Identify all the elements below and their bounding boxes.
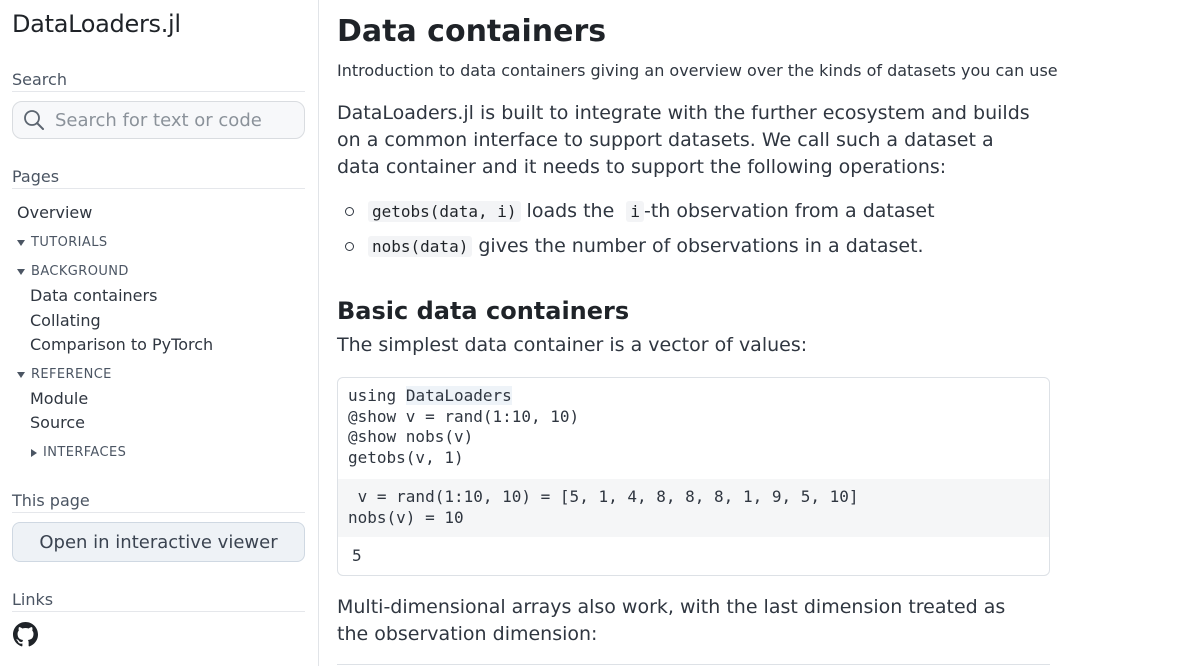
inline-code: nobs(data) bbox=[368, 236, 472, 257]
multi-dim-paragraph: Multi-dimensional arrays also work, with the last dimension treated as the observation dimension: bbox=[337, 596, 1006, 645]
bullet-icon bbox=[345, 207, 354, 216]
pages-label: Pages bbox=[12, 167, 305, 189]
site-title[interactable]: DataLoaders.jl bbox=[12, 10, 181, 38]
sidebar bbox=[0, 0, 319, 666]
code-line: @show v = rand(1:10, 10) bbox=[348, 406, 580, 426]
nav-item-overview[interactable]: Overview bbox=[17, 203, 93, 222]
links-label: Links bbox=[12, 590, 305, 612]
chevron-down-icon bbox=[17, 240, 25, 246]
search-icon bbox=[23, 109, 45, 131]
page-title: Data containers bbox=[337, 14, 607, 49]
inline-code: i bbox=[626, 201, 644, 222]
nav-item-module[interactable]: Module bbox=[30, 389, 89, 408]
bullet-text: loads the bbox=[520, 200, 621, 222]
code-result: 5 bbox=[352, 546, 362, 565]
nav-item-source[interactable]: Source bbox=[30, 413, 85, 432]
nav-group-label: REFERENCE bbox=[31, 367, 112, 382]
github-icon[interactable] bbox=[13, 622, 38, 647]
open-interactive-viewer-button[interactable]: Open in interactive viewer bbox=[12, 522, 305, 562]
output-line: nobs(v) = 10 bbox=[348, 507, 464, 527]
code-keyword: using bbox=[348, 386, 397, 405]
search-placeholder: Search for text or code bbox=[55, 109, 262, 131]
bullet-text: gives the number of observations in a dataset. bbox=[472, 235, 924, 257]
chevron-down-icon bbox=[17, 372, 25, 378]
this-page-label: This page bbox=[12, 491, 305, 513]
page-subtitle: Introduction to data containers giving an overview over the kinds of datasets you can use bbox=[337, 61, 1058, 80]
bullet-icon bbox=[345, 242, 354, 251]
code-block[interactable] bbox=[337, 377, 1050, 576]
intro-text: DataLoaders.jl is built to integrate with the further ecosystem and builds on a common interface to support datasets. We call such a dataset a bbox=[337, 102, 1030, 151]
nav-group-label: BACKGROUND bbox=[31, 264, 129, 279]
nav-group-interfaces[interactable] bbox=[31, 445, 126, 460]
code-line: @show nobs(v) bbox=[348, 427, 474, 446]
search-label: Search bbox=[12, 70, 305, 92]
code-output bbox=[338, 479, 1049, 537]
inline-code: getobs(data, i) bbox=[368, 201, 521, 222]
section-intro: The simplest data container is a vector of values: bbox=[337, 334, 808, 356]
nav-group-reference[interactable] bbox=[17, 367, 112, 382]
list-item bbox=[345, 235, 924, 257]
nav-group-tutorials[interactable] bbox=[17, 235, 107, 250]
code-source[interactable] bbox=[348, 386, 579, 468]
output-line: v = rand(1:10, 10) = [5, 1, 4, 8, 8, 8, 1, 9, 5, 10] bbox=[348, 487, 859, 506]
nav-item-comparison[interactable]: Comparison to PyTorch bbox=[30, 335, 214, 354]
intro-paragraph bbox=[337, 100, 1037, 181]
list-item bbox=[345, 200, 935, 222]
search-input[interactable] bbox=[12, 101, 305, 139]
bullet-text: -th observation from a dataset bbox=[644, 200, 935, 222]
nav-group-label: TUTORIALS bbox=[31, 235, 108, 250]
nav-group-label: INTERFACES bbox=[43, 445, 127, 460]
nav-item-collating[interactable]: Collating bbox=[30, 311, 101, 330]
chevron-down-icon bbox=[17, 269, 25, 275]
code-line: getobs(v, 1) bbox=[348, 447, 464, 467]
code-module: DataLoaders bbox=[405, 386, 512, 405]
section-heading: Basic data containers bbox=[337, 297, 630, 325]
nav-item-data-containers[interactable]: Data containers bbox=[30, 286, 158, 305]
nav-group-background[interactable] bbox=[17, 264, 129, 279]
data-container-term: data container bbox=[337, 156, 476, 178]
chevron-right-icon bbox=[31, 449, 37, 457]
intro-text-end: and it needs to support the following operations: bbox=[475, 156, 947, 178]
